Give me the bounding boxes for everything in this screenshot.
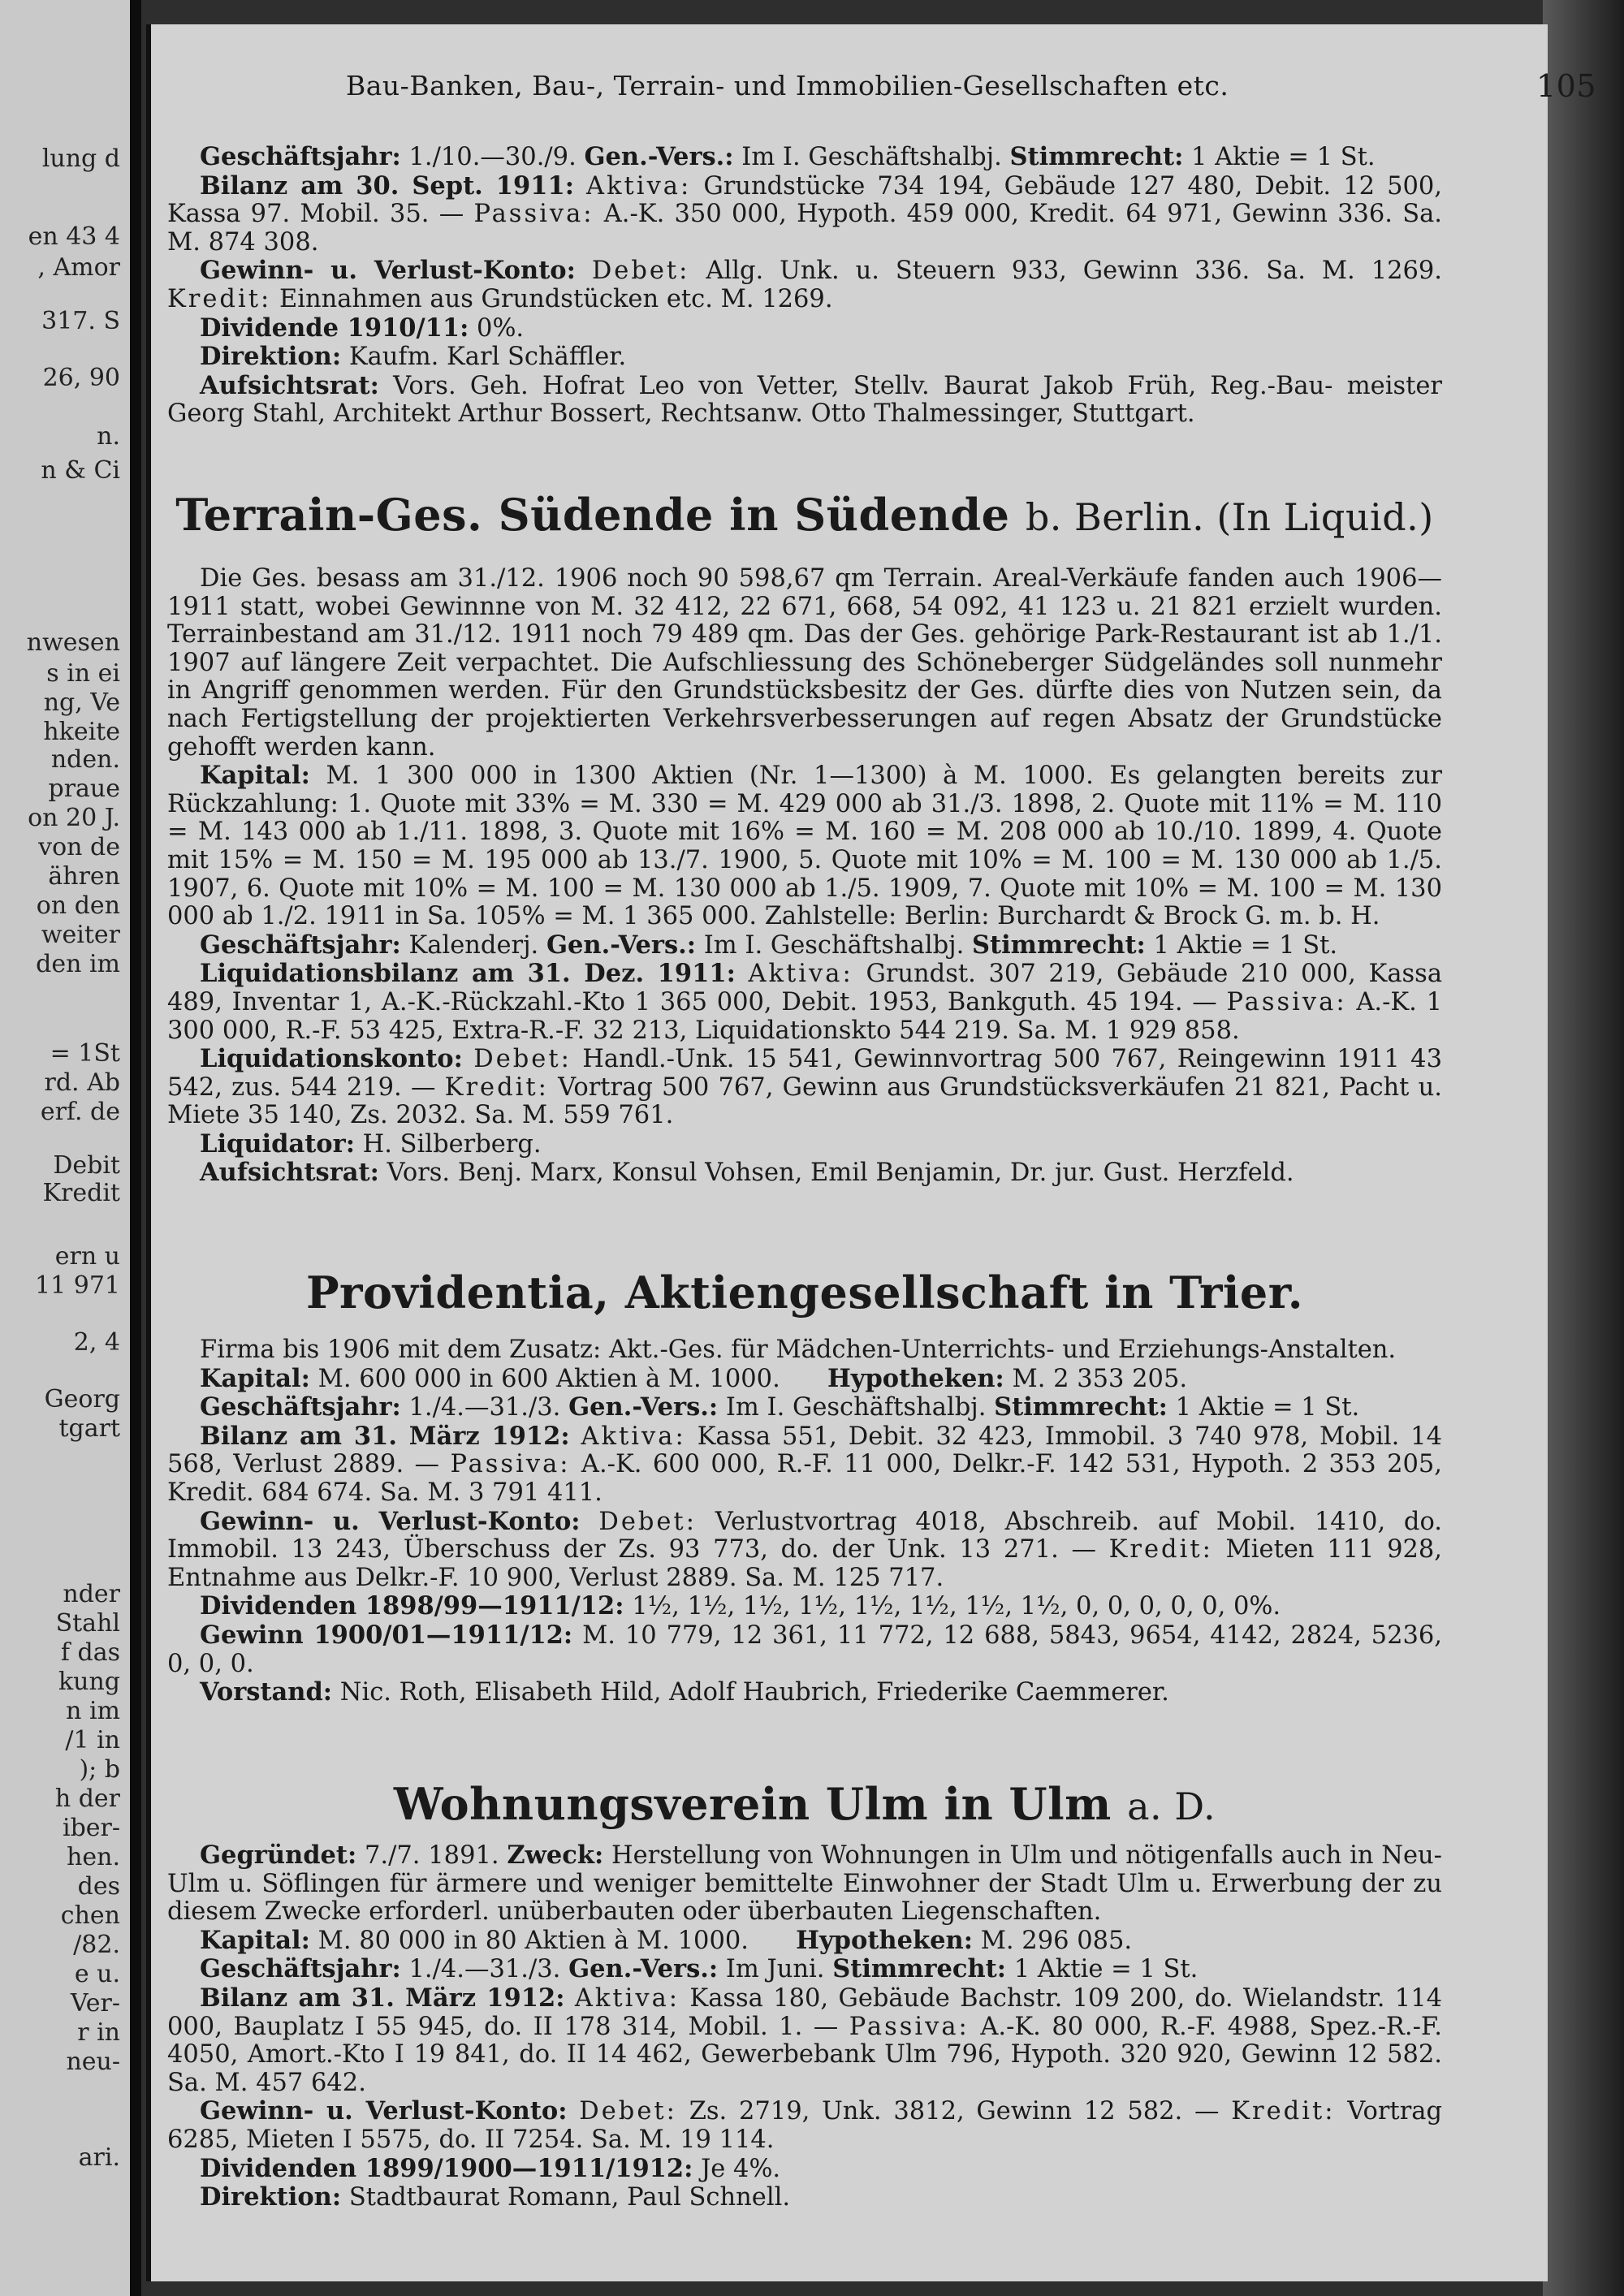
entry-line: Liquidator: H. Silberberg. (200, 1129, 542, 1159)
entry-line: Liquidationsbilanz am 31. Dez. 1911: Aktiva: Grundst. 307 219, Gebäude 210 000, Kassa 489, Inventar 1, A.-K.-Rückzahl.-Kto 1 365 000, Debit. 1953, Bankguth. 45 194. — Passiva: A.-K. 1 300 000, R.-F. 53 425, Extra-R.-F. 32 213, Liquidationskto 544 219. Sa. M. 1 929 858. (167, 959, 1443, 1045)
entry-line: Aufsichtsrat: Vors. Geh. Hofrat Leo von Vetter, Stellv. Baurat Jakob Früh, Reg.-Bau- meister Georg Stahl, Architekt Arthur Bossert, Rechtsanw. Otto Thalmessinger, Stuttgart. (167, 370, 1442, 429)
prev-fragment: praue (48, 775, 120, 803)
entry-line: Liquidationskonto: Debet: Handl.-Unk. 15 541, Gewinnvortrag 500 767, Reingewinn 1911 43 542, zus. 544 219. — Kredit: Vortrag 500 767, Gewinn aus Grundstücksverkäufen 21 821, Pacht u. Miete 35 140, Zs. 2032. Sa. M. 559 761. (167, 1044, 1442, 1130)
prev-fragment: nder (63, 1580, 120, 1608)
entry-line: Gegründet: 7./7. 1891. Zweck: Herstellung von Wohnungen in Ulm und nötigenfalls auch in Neu-Ulm u. Söflingen für ärmere und weniger bemittelte Einwohner der Stadt Ulm u. Erwerbung der zu diesem Zwecke erforderl. unüberbauten oder überbauten Liegenschaften. (167, 1841, 1442, 1927)
field-label: Gen.-Vers.: (546, 930, 697, 960)
prev-fragment: von de (38, 833, 120, 861)
field-label: Gewinn- u. Verlust-Konto: (200, 1506, 581, 1536)
prev-fragment: kung (58, 1668, 120, 1696)
prev-fragment: n im (66, 1697, 120, 1725)
prev-fragment: Georg (44, 1385, 120, 1413)
previous-page-fragment (0, 0, 141, 2296)
entry-line: Bilanz am 31. März 1912: Aktiva: Kassa 551, Debit. 32 423, Immobil. 3 740 978, Mobil. 14 568, Verlust 2889. — Passiva: A.-K. 600 000, R.-F. 11 000, Delkr.-F. 142 531, Hypoth. 2 353 205, Kredit. 684 674. Sa. M. 3 791 411. (167, 1421, 1442, 1507)
entry-line: Geschäftsjahr: 1./4.—31./3. Gen.-Vers.: Im I. Geschäftshalbj. Stimmrecht: 1 Aktie = 1 St. (200, 1392, 1360, 1422)
prev-fragment: Debit (53, 1151, 120, 1180)
prev-fragment: e u. (74, 1960, 120, 1988)
prev-fragment: h der (54, 1785, 120, 1813)
field-label: Geschäftsjahr: (200, 930, 401, 960)
field-label: Gen.-Vers.: (584, 142, 734, 171)
section-body-suedende (167, 565, 1442, 1188)
prev-fragment: des (77, 1872, 120, 1901)
field-label: Geschäftsjahr: (200, 142, 401, 171)
section-title-suedende: Terrain-Ges. Südende in Südende b. Berlin. (In Liquid.) (175, 489, 1434, 541)
prev-fragment: lung d (41, 145, 120, 173)
field-label: Geschäftsjahr: (200, 1954, 401, 1984)
top-entry (167, 143, 1442, 429)
field-label: Vorstand: (200, 1677, 333, 1707)
field-label: Direktion: (200, 342, 342, 372)
document-page (146, 24, 1596, 2281)
prev-fragment: on den (36, 891, 120, 920)
intro-paragraph: Firma bis 1906 mit dem Zusatz: Akt.-Ges. für Mädchen-Unterrichts- und Erziehungs-Anstalten. (200, 1336, 1397, 1364)
entry-line: Vorstand: Nic. Roth, Elisabeth Hild, Adolf Haubrich, Friederike Caemmerer. (200, 1677, 1169, 1707)
field-label: Stimmrecht: (994, 1392, 1168, 1422)
entry-line: Kapital: M. 600 000 in 600 Aktien à M. 1000. Hypotheken: M. 2 353 205. (200, 1363, 1188, 1393)
prev-fragment: tgart (58, 1414, 120, 1443)
prev-fragment: ); b (79, 1755, 120, 1784)
entry-line: Direktion: Stadtbaurat Romann, Paul Schnell. (200, 2182, 791, 2212)
prev-fragment: erf. de (40, 1098, 120, 1126)
entry-line: Bilanz am 31. März 1912: Aktiva: Kassa 180, Gebäude Bachstr. 109 200, do. Wielandstr. 114 000, Bauplatz I 55 945, do. II 178 314, Mobil. 1. — Passiva: A.-K. 80 000, R.-F. 4988, Spez.-R.-F. 4050, Amort.-Kto I 19 841, do. II 14 462, Gewerbebank Ulm 796, Hypoth. 320 920, Gewinn 12 582. Sa. M. 457 642. (167, 1983, 1443, 2097)
section-body-providentia (167, 1336, 1442, 1707)
running-header (346, 68, 1596, 104)
prev-fragment: nden. (50, 745, 120, 774)
entry-line: Gewinn- u. Verlust-Konto: Debet: Allg. Unk. u. Steuern 933, Gewinn 336. Sa. M. 1269. Kredit: Einnahmen aus Grundstücken etc. M. 1269. (167, 256, 1443, 313)
prev-fragment: ern u (54, 1242, 120, 1271)
field-label: Gen.-Vers.: (568, 1392, 719, 1422)
field-label: Bilanz am 31. März 1912: (200, 1983, 565, 2013)
entry-line: Dividende 1910/11: 0%. (200, 313, 525, 343)
entry-line: Dividenden 1899/1900—1911/1912: Je 4%. (200, 2153, 781, 2183)
entry-line: Gewinn 1900/01—1911/12: M. 10 779, 12 361, 11 772, 12 688, 5843, 9654, 4142, 2824, 5236, 0, 0, 0. (167, 1620, 1442, 1678)
prev-fragment: f das (60, 1638, 120, 1667)
prev-fragment: /82. (73, 1931, 120, 1959)
field-label: Dividende 1910/11: (200, 313, 469, 343)
field-label: Bilanz am 31. März 1912: (200, 1421, 570, 1451)
page-number: 105 (1535, 68, 1596, 104)
field-label: Gen.-Vers.: (568, 1954, 719, 1984)
section-title-ulm: Wohnungsverein Ulm in Ulm a. D. (393, 1778, 1216, 1830)
field-label: Aufsichtsrat: (200, 1158, 379, 1188)
field-label: Gewinn- u. Verlust-Konto: (200, 256, 576, 286)
field-label: Kapital: (200, 1925, 310, 1955)
prev-fragment: Stahl (55, 1609, 120, 1638)
field-label: Kapital: (200, 761, 310, 791)
field-label: Gegründet: (200, 1841, 357, 1870)
field-label: Hypotheken: (827, 1363, 1004, 1393)
entry-line: Gewinn- u. Verlust-Konto: Debet: Verlustvortrag 4018, Abschreib. auf Mobil. 1410, do. Immobil. 13 243, Überschuss der Zs. 93 773, do. der Unk. 13 271. — Kredit: Mieten 111 928, Entnahme aus Delkr.-F. 10 900, Verlust 2889. Sa. M. 125 717. (167, 1506, 1442, 1592)
field-label: Liquidator: (200, 1129, 355, 1159)
prev-fragment: nwesen (26, 628, 120, 657)
field-label: Liquidationskonto: (200, 1044, 463, 1074)
prev-fragment: /1 in (65, 1726, 120, 1754)
prev-fragment: 317. S (41, 307, 120, 335)
prev-fragment: neu- (66, 2048, 120, 2076)
section-title-providentia: Providentia, Aktiengesellschaft in Trier. (305, 1267, 1304, 1318)
entry-line: Bilanz am 30. Sept. 1911: Aktiva: Grundstücke 734 194, Gebäude 127 480, Debit. 12 500, Kassa 97. Mobil. 35. — Passiva: A.-K. 350 000, Hypoth. 459 000, Kredit. 64 971, Gewinn 336. Sa. M. 874 308. (167, 170, 1443, 257)
prev-fragment: hen. (67, 1843, 120, 1871)
field-label: Bilanz am 30. Sept. 1911: (200, 170, 574, 201)
field-label: Stimmrecht: (971, 930, 1146, 960)
prev-fragment: r in (77, 2018, 120, 2047)
prev-fragment: hkeite (43, 718, 120, 746)
section-body-ulm (167, 1841, 1442, 2212)
prev-fragment: iber- (62, 1814, 120, 1842)
prev-fragment: n & Ci (41, 456, 120, 485)
prev-fragment: , Amor (37, 253, 120, 282)
field-label: Stimmrecht: (832, 1954, 1007, 1984)
field-label: Geschäftsjahr: (200, 1392, 401, 1422)
field-label: Direktion: (200, 2182, 342, 2212)
prev-fragment: 11 971 (35, 1271, 120, 1300)
prev-fragment: 2, 4 (73, 1328, 120, 1357)
field-label: Hypotheken: (796, 1925, 973, 1955)
prev-fragment: rd. Ab (44, 1068, 120, 1097)
field-label: Stimmrecht: (1009, 142, 1184, 171)
field-label: Gewinn- u. Verlust-Konto: (200, 2096, 568, 2126)
prev-fragment: ng, Ve (43, 688, 120, 717)
entry-line: Aufsichtsrat: Vors. Benj. Marx, Konsul Vohsen, Emil Benjamin, Dr. jur. Gust. Herzfeld. (200, 1158, 1294, 1188)
prev-fragment: = 1St (50, 1039, 120, 1068)
prev-fragment: den im (36, 950, 120, 978)
field-label: Zweck: (507, 1841, 604, 1870)
prev-fragment: en 43 4 (28, 222, 120, 251)
prev-fragment: Ver- (70, 1989, 120, 2018)
field-label: Aufsichtsrat: (200, 370, 379, 400)
entry-line: Dividenden 1898/99—1911/12: 1½, 1½, 1½, 1½, 1½, 1½, 1½, 1½, 0, 0, 0, 0, 0, 0%. (200, 1591, 1281, 1621)
field-label: Dividenden 1899/1900—1911/1912: (200, 2153, 693, 2183)
entry-line: Geschäftsjahr: 1./4.—31./3. Gen.-Vers.: Im Juni. Stimmrecht: 1 Aktie = 1 St. (200, 1954, 1199, 1984)
prev-fragment: weiter (41, 921, 120, 949)
field-label: Liquidationsbilanz am 31. Dez. 1911: (200, 959, 736, 989)
entry-line: Gewinn- u. Verlust-Konto: Debet: Zs. 2719, Unk. 3812, Gewinn 12 582. — Kredit: Vortrag 6285, Mieten I 5575, do. II 7254. Sa. M. 19 114. (167, 2096, 1442, 2154)
entry-line: Geschäftsjahr: 1./10.—30./9. Gen.-Vers.: Im I. Geschäftshalbj. Stimmrecht: 1 Aktie = 1 St. (200, 142, 1376, 171)
prev-fragment: ähren (48, 862, 120, 891)
field-label: Gewinn 1900/01—1911/12: (200, 1620, 573, 1650)
prev-fragment: s in ei (46, 659, 120, 688)
field-label: Dividenden 1898/99—1911/12: (200, 1591, 624, 1621)
entry-line: Geschäftsjahr: Kalenderj. Gen.-Vers.: Im I. Geschäftshalbj. Stimmrecht: 1 Aktie = 1 St. (200, 930, 1338, 960)
book-edge-shadow (1543, 0, 1624, 2296)
field-label: Kapital: (200, 1363, 310, 1393)
entry-line: Kapital: M. 1 300 000 in 1300 Aktien (Nr. 1—1300) à M. 1000. Es gelangten bereits zur Rückzahlung: 1. Quote mit 33% = M. 330 = M. 429 000 ab 31./3. 1898, 2. Quote mit 11% = M. 110 = M. 143 000 ab 1./11. 1898, 3. Quote mit 16% = M. 160 = M. 208 000 ab 10./10. 1899, 4. Quote mit 15% = M. 150 = M. 195 000 ab 13./7. 1900, 5. Quote mit 10% = M. 100 = M. 130 000 ab 1./5. 1907, 6. Quote mit 10% = M. 100 = M. 130 000 ab 1./5. 1909, 7. Quote mit 10% = M. 100 = M. 130 000 ab 1./2. 1911 in Sa. 105% = M. 1 365 000. Zahlstelle: Berlin: Burchardt & Brock G. m. b. H. (167, 761, 1443, 931)
prev-fragment: n. (97, 422, 120, 451)
entry-line: Kapital: M. 80 000 in 80 Aktien à M. 1000. Hypotheken: M. 296 085. (200, 1925, 1133, 1955)
prev-fragment: ari. (78, 2143, 120, 2172)
prev-fragment: 26, 90 (42, 364, 120, 392)
prev-fragment: on 20 J. (28, 804, 120, 832)
entry-line: Direktion: Kaufm. Karl Schäffler. (200, 342, 627, 372)
prev-fragment: Kredit (42, 1179, 120, 1207)
prev-fragment: chen (60, 1901, 120, 1930)
running-title: Bau-Banken, Bau-, Terrain- und Immobilien-Gesellschaften etc. (346, 70, 1229, 101)
intro-paragraph: Die Ges. besass am 31./12. 1906 noch 90 598,67 qm Terrain. Areal-Verkäufe fanden auch 1906—1911 statt, wobei Gewinnne von M. 32 412, 22 671, 668, 54 092, 41 123 u. 21 821 erzielt wurden. Terrainbestand am 31./12. 1911 noch 79 489 qm. Das der Ges. gehörige Park-Restaurant ist ab 1./1. 1907 auf längere Zeit verpachtet. Die Aufschliessung des Schöneberger Südgeländes soll nunmehr in Angriff genommen werden. Für den Grundstücksbesitz der Ges. dürfte dies von Nutzen sein, da nach Fertigstellung der projektierten Verkehrsverbesserungen auf regen Absatz der Grundstücke gehofft werden kann. (167, 564, 1442, 762)
